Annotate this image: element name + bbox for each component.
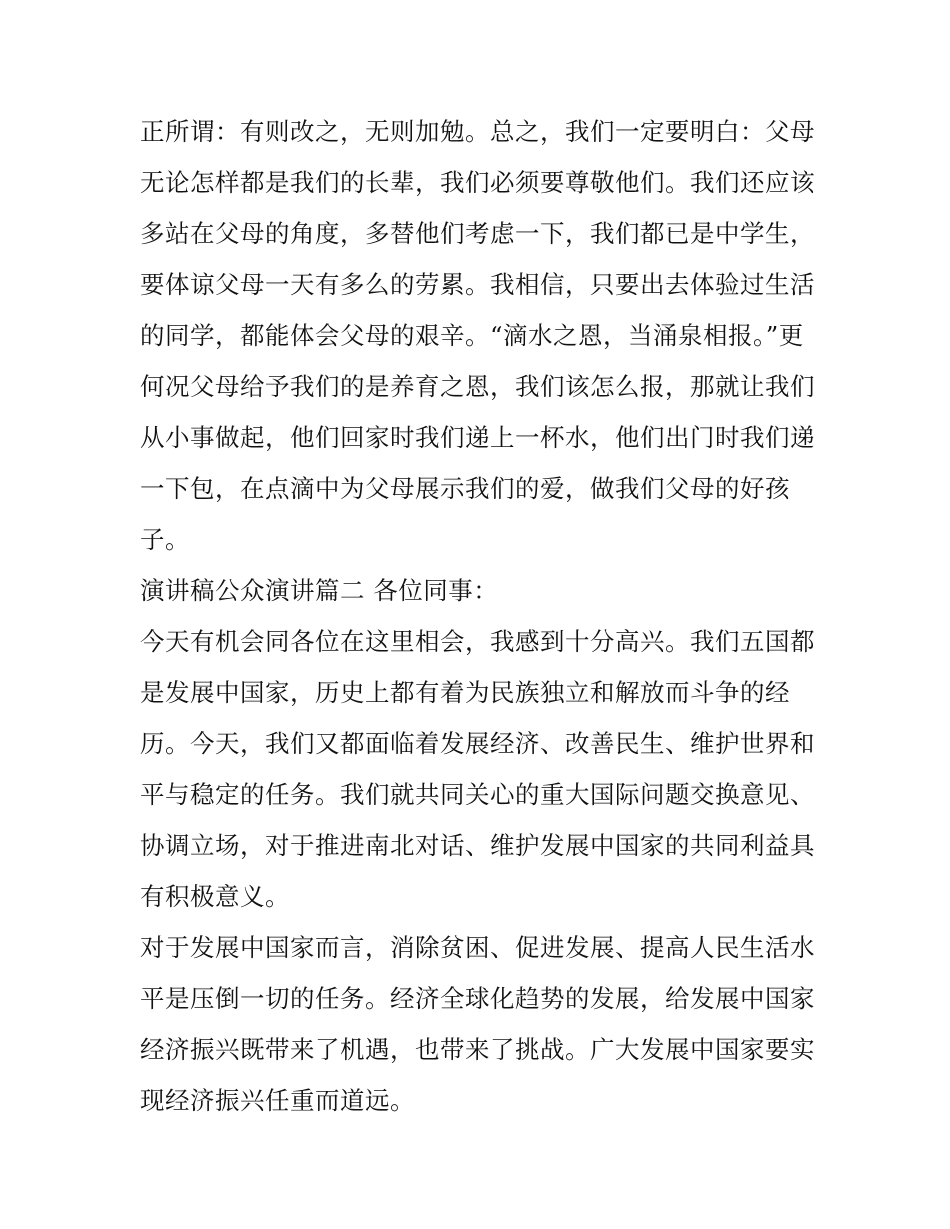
text-line: 协调立场，对于推进南北对话、维护发展中国家的共同利益具: [140, 831, 815, 860]
section-heading: 演讲稿公众演讲篇二 各位同事：: [140, 576, 499, 605]
text-line: 对于发展中国家而言，消除贫困、促进发展、提高人民生活水: [140, 933, 815, 962]
text-line: 是发展中国家，历史上都有着为民族独立和解放而斗争的经: [140, 678, 790, 707]
text-line: 有积极意义。: [140, 882, 290, 911]
text-line: 平与稳定的任务。我们就共同关心的重大国际问题交换意见、: [140, 780, 815, 809]
text-line: 无论怎样都是我们的长辈，我们必须要尊敬他们。我们还应该: [140, 168, 815, 197]
text-line: 从小事做起，他们回家时我们递上一杯水，他们出门时我们递: [140, 423, 815, 452]
text-line: 正所谓：有则改之，无则加勉。总之，我们一定要明白：父母: [140, 117, 815, 146]
text-line: 今天有机会同各位在这里相会，我感到十分高兴。我们五国都: [140, 627, 815, 656]
text-line: 何况父母给予我们的是养育之恩，我们该怎么报，那就让我们: [140, 372, 815, 401]
text-line: 多站在父母的角度，多替他们考虑一下，我们都已是中学生，: [140, 219, 815, 248]
text-line: 经济振兴既带来了机遇，也带来了挑战。广大发展中国家要实: [140, 1035, 815, 1064]
text-line: 的同学，都能体会父母的艰辛。“滴水之恩，当涌泉相报。”更: [140, 321, 804, 350]
text-line: 一下包，在点滴中为父母展示我们的爱，做我们父母的好孩: [140, 474, 790, 503]
text-line: 历。今天，我们又都面临着发展经济、改善民生、维护世界和: [140, 729, 815, 758]
text-line: 子。: [140, 525, 190, 554]
body-text: [140, 106, 820, 1126]
text-line: 要体谅父母一天有多么的劳累。我相信，只要出去体验过生活: [140, 270, 815, 299]
text-line: 平是压倒一切的任务。经济全球化趋势的发展，给发展中国家: [140, 984, 815, 1013]
text-line: 现经济振兴任重而道远。: [140, 1086, 415, 1115]
